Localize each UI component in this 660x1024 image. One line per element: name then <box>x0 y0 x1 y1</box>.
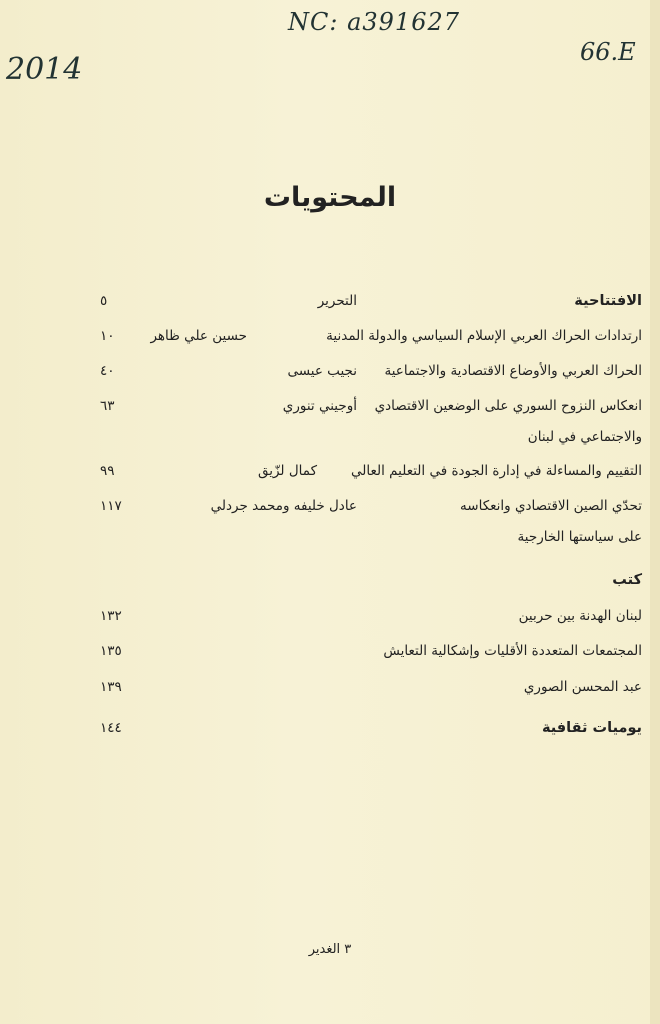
toc-author: حسين علي ظاهر <box>150 328 247 344</box>
page-edge <box>650 0 660 1024</box>
page-title: المحتويات <box>263 182 397 213</box>
toc-page: ١٠ <box>100 328 115 344</box>
toc-author: التحرير <box>317 293 357 309</box>
toc-page: ١٤٤ <box>100 720 122 736</box>
toc-page: ٩٩ <box>100 463 115 479</box>
toc-section-title: يوميات ثقافية <box>541 720 642 736</box>
page-footer: ٣ الغدير <box>308 942 352 957</box>
toc-section-books <box>70 572 642 596</box>
toc-author: عادل خليفه ومحمد جردلي <box>210 498 357 514</box>
handwritten-year: 2014 <box>6 52 83 87</box>
toc-title: ارتدادات الحراك العربي الإسلام السياسي والدولة المدنية <box>326 328 642 344</box>
toc-row-editorial <box>70 293 642 317</box>
toc-section-title: كتب <box>612 572 642 588</box>
toc-title: التقييم والمساءلة في إدارة الجودة في التعليم العالي <box>351 463 642 479</box>
toc-author: نجيب عيسى <box>287 363 357 379</box>
toc-title: انعكاس النزوح السوري على الوضعين الاقتصادي <box>374 398 642 414</box>
toc-row-continuation <box>70 529 642 553</box>
toc-title: لبنان الهدنة بين حربين <box>518 608 642 624</box>
toc-page: ١٣٩ <box>100 679 122 695</box>
toc-title: المجتمعات المتعددة الأقليات وإشكالية التعايش <box>383 643 642 659</box>
toc-section-cultural-diaries <box>70 720 642 744</box>
toc-page: ١٣٢ <box>100 608 122 624</box>
toc-row <box>70 463 642 487</box>
handwritten-number: 66.E <box>580 38 636 66</box>
toc-row-continuation <box>70 429 642 453</box>
toc-row <box>70 608 642 632</box>
toc-row <box>70 679 642 703</box>
toc-title: الحراك العربي والأوضاع الاقتصادية والاجتماعية <box>384 363 642 379</box>
toc-row <box>70 328 642 352</box>
toc-page: ٦٣ <box>100 398 115 414</box>
toc-page: ٥ <box>100 293 108 309</box>
toc-row <box>70 398 642 422</box>
toc-row <box>70 498 642 522</box>
toc-title: عبد المحسن الصوري <box>523 679 642 695</box>
toc-title: والاجتماعي في لبنان <box>527 429 642 445</box>
toc-author: أوجيني تنوري <box>282 398 357 414</box>
toc-page: ١١٧ <box>100 498 122 514</box>
toc-author: كمال لزّيق <box>257 463 317 479</box>
toc-row <box>70 363 642 387</box>
toc-title: تحدّي الصين الاقتصادي وانعكاسه <box>460 498 642 514</box>
toc-title: الافتتاحية <box>574 293 642 309</box>
handwritten-catalog-code: NC: a391627 <box>288 8 461 36</box>
toc-page: ١٣٥ <box>100 643 122 659</box>
toc-page: ٤٠ <box>100 363 115 379</box>
toc-row <box>70 643 642 667</box>
toc-title: على سياستها الخارجية <box>517 529 642 545</box>
